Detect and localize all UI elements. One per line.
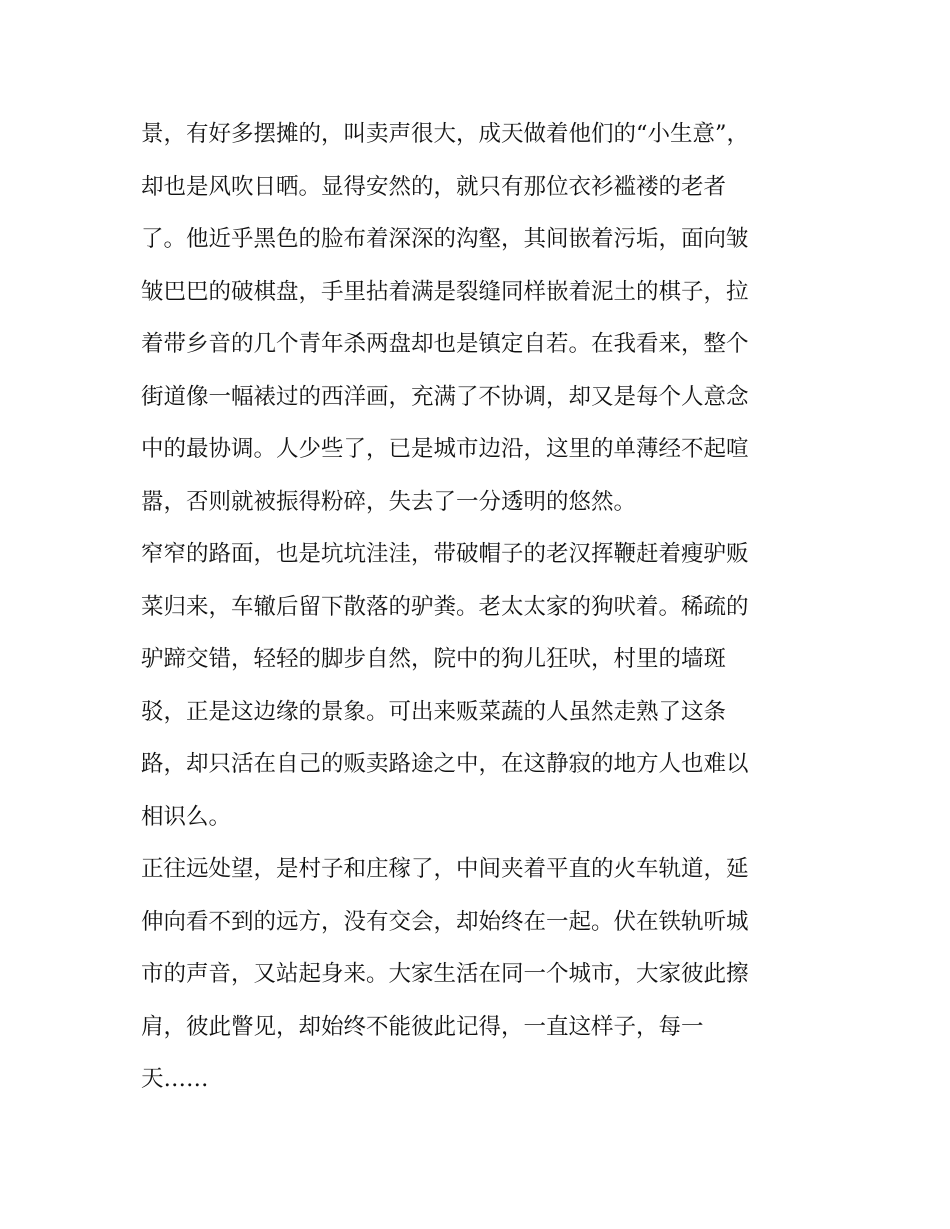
- text-line: 路，却只活在自己的贩卖路途之中，在这静寂的地方人也难以: [141, 751, 749, 777]
- text-line: 驳，正是这边缘的景象。可出来贩菜蔬的人虽然走熟了这条: [141, 698, 727, 725]
- text-line: 景，有好多摆摊的，叫卖声很大，成天做着他们的“小生意”，: [141, 121, 750, 147]
- text-line: 窄窄的路面，也是坑坑洼洼，带破帽子的老汉挥鞭赶着瘦驴贩: [141, 541, 749, 567]
- text-line: 了。他近乎黑色的脸布着深深的沟壑，其间嵌着污垢，面向皱: [141, 226, 749, 252]
- text-line: 相识么。: [141, 803, 232, 830]
- text-line: 着带乡音的几个青年杀两盘却也是镇定自若。在我看来，整个: [141, 331, 749, 357]
- text-line: 市的声音，又站起身来。大家生活在同一个城市，大家彼此擦: [141, 961, 749, 987]
- text-line: 却也是风吹日晒。显得安然的，就只有那位衣衫褴褛的老者: [141, 173, 727, 200]
- text-line: 天……: [141, 1066, 209, 1092]
- text-line: 嚣，否则就被振得粉碎，失去了一分透明的悠然。: [141, 488, 637, 515]
- text-line: 肩，彼此瞥见，却始终不能彼此记得，一直这样子，每一: [141, 1013, 704, 1040]
- text-line: 街道像一幅裱过的西洋画，充满了不协调，却又是每个人意念: [141, 383, 749, 410]
- text-line: 皱巴巴的破棋盘，手里拈着满是裂缝同样嵌着泥土的棋子，拉: [141, 278, 749, 305]
- text-line: 菜归来，车辙后留下散落的驴粪。老太太家的狗吠着。稀疏的: [141, 593, 749, 620]
- text-line: 驴蹄交错，轻轻的脚步自然，院中的狗儿狂吠，村里的墙斑: [141, 646, 727, 672]
- text-line: 伸向看不到的远方，没有交会，却始终在一起。伏在铁轨听城: [141, 908, 749, 935]
- text-line: 正往远处望，是村子和庄稼了，中间夹着平直的火车轨道，延: [141, 856, 749, 882]
- text-line: 中的最协调。人少些了，已是城市边沿，这里的单薄经不起喧: [141, 436, 749, 462]
- body-text: [141, 108, 821, 1106]
